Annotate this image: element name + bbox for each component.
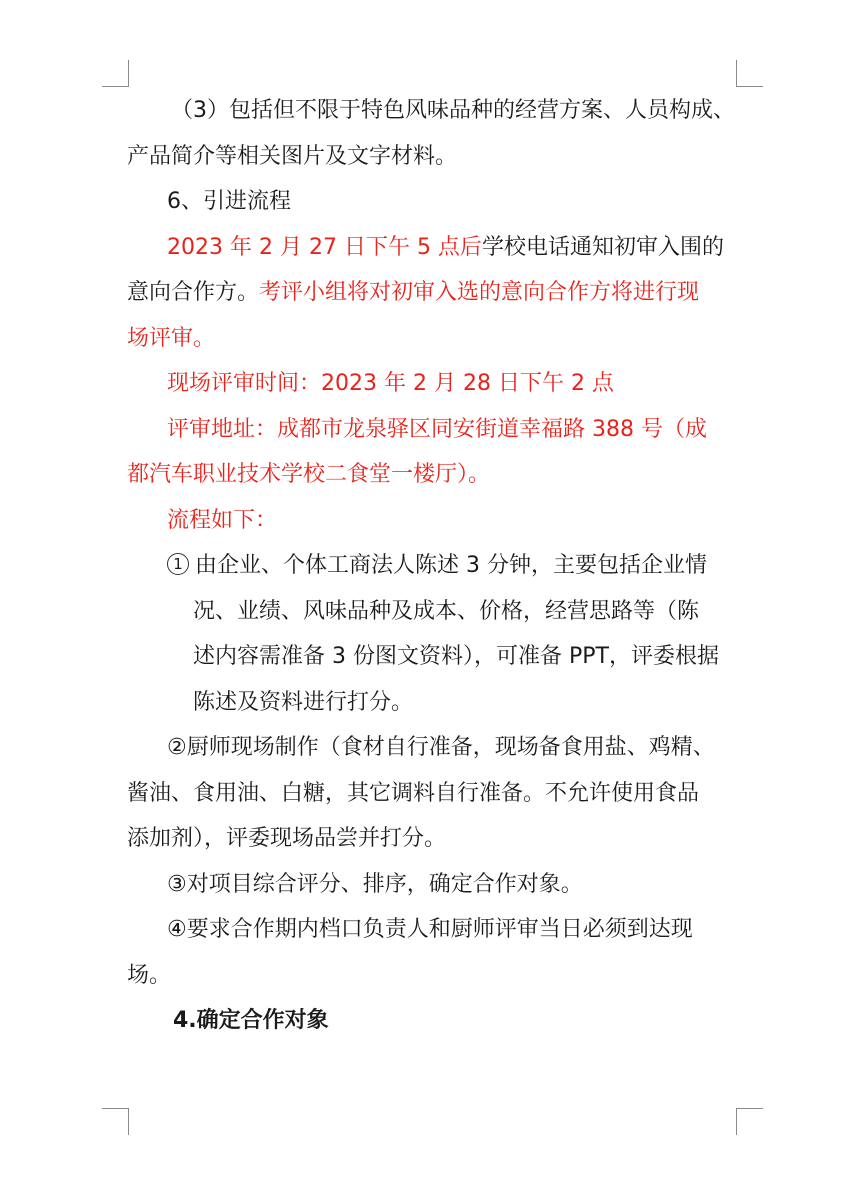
notice-text: 学校电话通知初审入围的 — [481, 234, 724, 260]
crop-mark-top-right — [736, 60, 763, 87]
step1-line2: 况、业绩、风味品种及成本、价格，经营思路等（陈 — [193, 598, 700, 624]
notice-line1 — [127, 225, 739, 271]
section6-heading: 6、引进流程 — [167, 189, 291, 214]
item3-line2: 产品简介等相关图片及文字材料。 — [127, 143, 458, 169]
process-label: 流程如下： — [167, 507, 278, 533]
step2-line2: 酱油、食用油、白糖，其它调料自行准备。不允许使用食品 — [127, 780, 700, 806]
step4-line2: 场。 — [127, 962, 172, 988]
step1-number-circle: 1 — [167, 553, 189, 575]
step1-line4: 陈述及资料进行打分。 — [193, 689, 414, 715]
step1-line1 — [127, 543, 739, 589]
review-address-line1: 评审地址：成都市龙泉驿区同安街道幸福路 388 号（成 — [167, 416, 707, 442]
crop-mark-bottom-right — [736, 1108, 763, 1135]
notice-line2-red: 考评小组将对初审入选的意向合作方将进行现 — [259, 280, 700, 305]
crop-mark-bottom-left — [102, 1108, 129, 1135]
document-page — [127, 88, 739, 1044]
item3-line1: （3）包括但不限于特色风味品种的经营方案、人员构成、 — [171, 98, 735, 123]
notice-line2 — [127, 270, 739, 316]
notice-date-red: 2023 年 2 月 27 日下午 5 点后 — [167, 234, 482, 260]
step2-line3: 添加剂），评委现场品尝并打分。 — [127, 826, 447, 851]
review-time: 现场评审时间：2023 年 2 月 28 日下午 2 点 — [167, 371, 614, 396]
step3: ③对项目综合评分、排序，确定合作对象。 — [167, 871, 583, 897]
step1-text: 由企业、个体工商法人陈述 3 分钟，主要包括企业情 — [195, 553, 707, 578]
step1-line3: 述内容需准备 3 份图文资料），可准备 PPT，评委根据 — [193, 644, 719, 669]
step2-line1: ②厨师现场制作（食材自行准备，现场备食用盐、鸡精、 — [167, 735, 715, 760]
section4-heading: 4.确定合作对象 — [173, 1008, 329, 1033]
notice-line2-black: 意向合作方。 — [127, 280, 260, 305]
review-address-line2: 都汽车职业技术学校二食堂一楼厅）。 — [127, 462, 491, 487]
crop-mark-top-left — [102, 60, 129, 87]
notice-line3: 场评审。 — [127, 325, 216, 351]
step4-line1: ④要求合作期内档口负责人和厨师评审当日必须到达现 — [167, 917, 693, 942]
